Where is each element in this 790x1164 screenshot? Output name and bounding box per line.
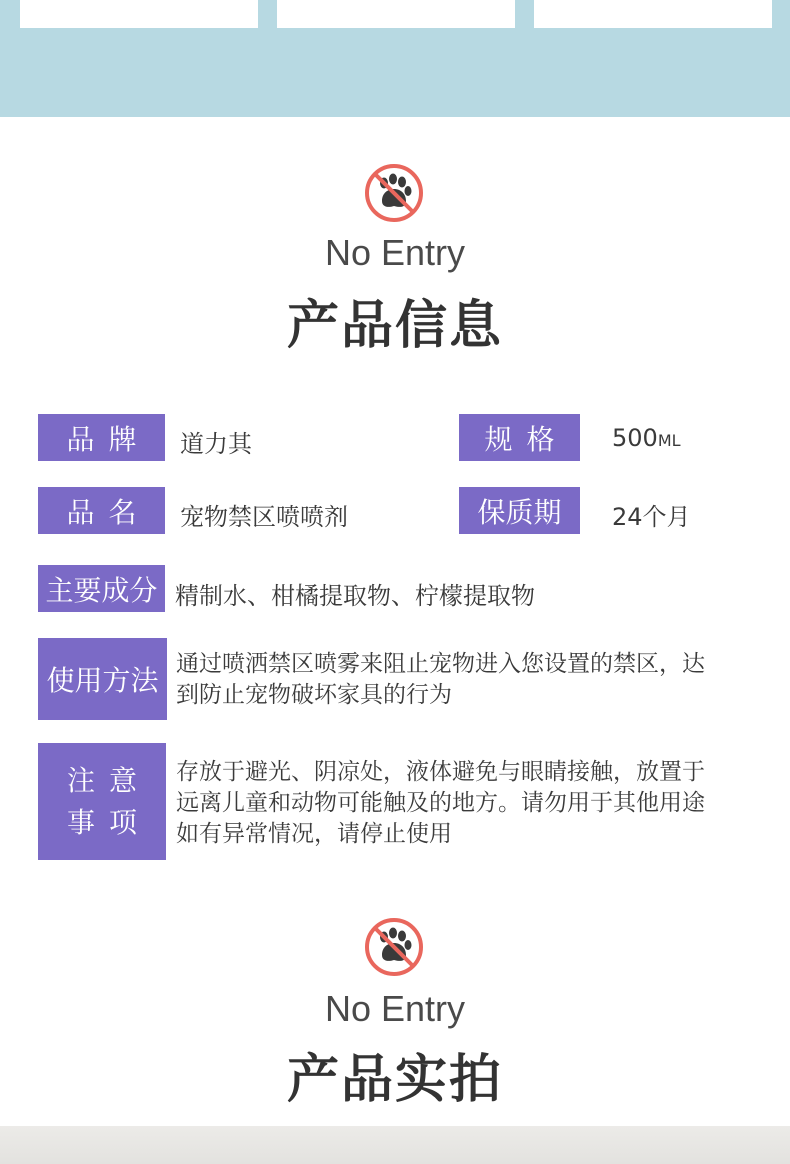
product-name-label: 品名 xyxy=(38,487,165,534)
notes-label xyxy=(38,743,166,860)
shelf-life-label: 保质期 xyxy=(459,487,580,534)
product-photo-area xyxy=(0,1126,790,1164)
usage-label: 使用方法 xyxy=(38,638,167,720)
usage-text xyxy=(176,649,705,711)
top-card xyxy=(277,0,515,28)
notes-line: 存放于避光、阴凉处，液体避免与眼睛接触，放置于 xyxy=(176,759,705,785)
top-banner xyxy=(0,0,790,117)
product-name-value: 宠物禁区喷喷剂 xyxy=(180,503,348,531)
section-title: 产品信息 xyxy=(286,296,503,356)
no-pets-paw-icon xyxy=(364,163,424,223)
size-number: 500 xyxy=(612,424,658,452)
notes-label-line: 事项 xyxy=(66,805,151,839)
ingredients-value: 精制水、柑橘提取物、柠檬提取物 xyxy=(175,582,535,610)
brand-value: 道力其 xyxy=(180,430,252,458)
size-label: 规格 xyxy=(459,414,580,461)
notes-text xyxy=(176,757,705,850)
top-card xyxy=(20,0,258,28)
usage-line: 到防止宠物破坏家具的行为 xyxy=(176,682,452,708)
top-card xyxy=(534,0,772,28)
no-pets-paw-icon xyxy=(364,917,424,977)
usage-line: 通过喷洒禁区喷雾来阻止宠物进入您设置的禁区，达 xyxy=(176,651,705,677)
section-subtitle: No Entry xyxy=(324,232,466,273)
section-title: 产品实拍 xyxy=(286,1050,503,1110)
ingredients-label: 主要成分 xyxy=(38,565,165,612)
brand-label: 品牌 xyxy=(38,414,165,461)
shelf-life-value: 24个月 xyxy=(612,503,691,531)
notes-line: 远离儿童和动物可能触及的地方。请勿用于其他用途 xyxy=(176,790,705,816)
notes-label-line: 注意 xyxy=(66,763,151,797)
section-subtitle: No Entry xyxy=(324,988,466,1029)
size-unit: ML xyxy=(657,431,681,450)
notes-line: 如有异常情况，请停止使用 xyxy=(176,821,452,847)
size-value xyxy=(612,424,681,452)
